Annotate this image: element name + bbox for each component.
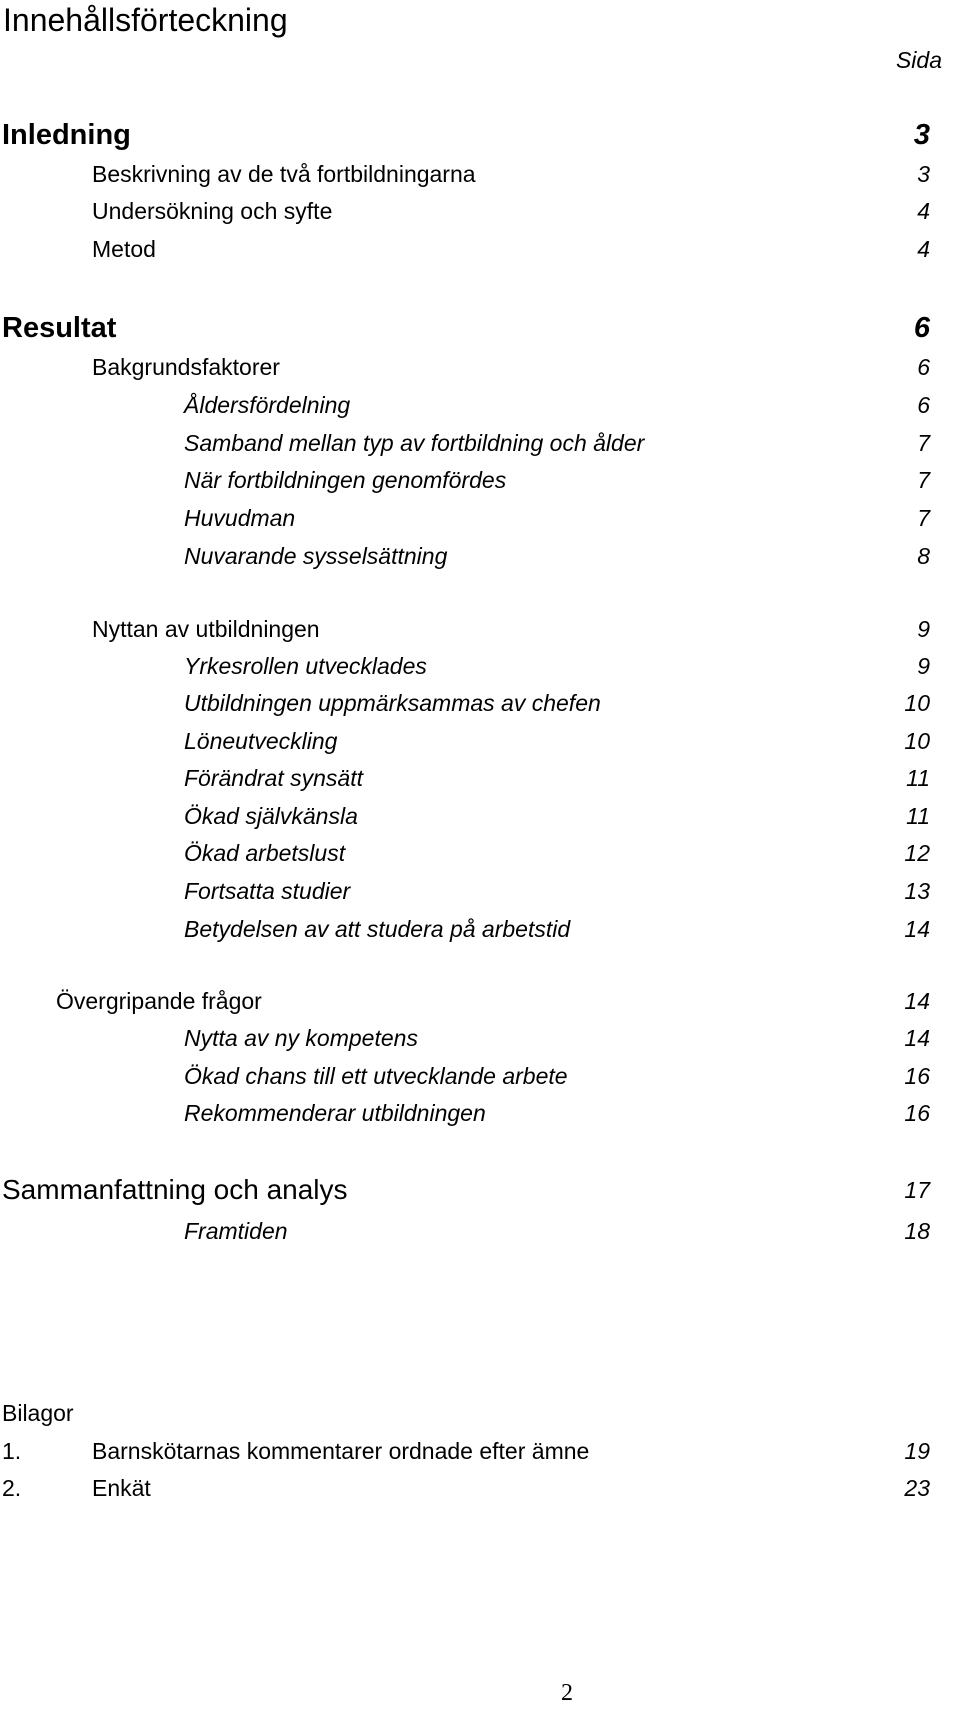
appendix-entry-page: 19 (904, 1438, 930, 1464)
toc-entry-page: 17 (904, 1177, 930, 1203)
toc-entry-label: Betydelsen av att studera på arbetstid (184, 916, 571, 942)
toc-entry-label: Ökad självkänsla (184, 803, 358, 829)
toc-entry (0, 200, 930, 230)
appendix-entry-label: Enkät (92, 1475, 151, 1501)
toc-entry (0, 1176, 930, 1206)
toc-entry-page: 14 (904, 1025, 930, 1051)
toc-entry-label: Resultat (2, 312, 117, 344)
toc-entry-label: Ökad arbetslust (184, 840, 346, 866)
toc-entry-page: 14 (904, 988, 930, 1014)
toc-entry (0, 1027, 930, 1057)
toc-entry (0, 692, 930, 722)
toc-entry-label: Inledning (2, 119, 131, 151)
toc-entry-page: 7 (917, 467, 930, 493)
toc-entry-page: 16 (904, 1063, 930, 1089)
appendix-entry (0, 1440, 930, 1470)
toc-entry-page: 11 (906, 765, 930, 791)
toc-entry-page: 4 (917, 236, 930, 262)
toc-entry-label: Undersökning och syfte (92, 198, 333, 224)
toc-entry (0, 507, 930, 537)
toc-entry-page: 9 (917, 616, 930, 642)
toc-entry (0, 990, 930, 1020)
toc-entry (0, 1102, 930, 1132)
toc-entry-label: Rekommenderar utbildningen (184, 1100, 486, 1126)
toc-entry-page: 3 (917, 161, 930, 187)
appendix-entry-number: 2. (2, 1475, 22, 1501)
toc-entry-label: Löneutveckling (184, 728, 338, 754)
toc-entry-label: Förändrat synsätt (184, 765, 363, 791)
toc-entry-label: Samband mellan typ av fortbildning och ålder (184, 430, 645, 456)
appendix-entry-page: 23 (904, 1475, 930, 1501)
page-number: 2 (561, 1680, 573, 1706)
toc-entry-label: Fortsatta studier (184, 878, 351, 904)
toc-entry (0, 163, 930, 193)
toc-entry (0, 918, 930, 948)
toc-entry-label: Nyttan av utbildningen (92, 616, 320, 642)
toc-entry-page: 10 (904, 728, 930, 754)
appendix-entry (0, 1477, 930, 1507)
toc-entry (0, 767, 930, 797)
toc-entry (0, 314, 930, 344)
toc-entry (0, 805, 930, 835)
toc-entry (0, 842, 930, 872)
appendix-entry-label: Barnskötarnas kommentarer ordnade efter ämne (92, 1438, 590, 1464)
toc-entry-page: 3 (913, 119, 930, 151)
toc-entry (0, 469, 930, 499)
appendix-entry-number: 1. (2, 1438, 22, 1464)
toc-entry-page: 14 (904, 916, 930, 942)
toc-entry-page: 7 (917, 505, 930, 531)
toc-entry-label: Metod (92, 236, 156, 262)
toc-entry-page: 16 (904, 1100, 930, 1126)
toc-entry-label: Nuvarande sysselsättning (184, 543, 448, 569)
toc-entry (0, 730, 930, 760)
toc-entry-label: Nytta av ny kompetens (184, 1025, 418, 1051)
toc-entry-label: Ökad chans till ett utvecklande arbete (184, 1063, 568, 1089)
toc-entry (0, 1220, 930, 1250)
toc-entry-page: 9 (917, 653, 930, 679)
toc-entry-label: Huvudman (184, 505, 296, 531)
toc-entry-page: 11 (906, 803, 930, 829)
toc-entry (0, 655, 930, 685)
toc-entry-page: 4 (917, 198, 930, 224)
toc-entry (0, 880, 930, 910)
toc-entry-label: När fortbildningen genomfördes (184, 467, 507, 493)
toc-entry (0, 618, 930, 648)
toc-entry-page: 12 (904, 840, 930, 866)
page-column-header: Sida (895, 47, 942, 73)
toc-entry-page: 7 (917, 430, 930, 456)
toc-entry-label: Beskrivning av de två fortbildningarna (92, 161, 476, 187)
toc-entry-page: 6 (917, 354, 930, 380)
toc-entry-page: 6 (917, 392, 930, 418)
toc-entry (0, 394, 930, 424)
toc-title: Innehållsförteckning (3, 2, 288, 38)
toc-entry-page: 18 (904, 1218, 930, 1244)
toc-entry (0, 121, 930, 151)
toc-entry (0, 432, 930, 462)
toc-entry-label: Bakgrundsfaktorer (92, 354, 280, 380)
toc-entry (0, 1065, 930, 1095)
toc-entry-label: Sammanfattning och analys (2, 1174, 348, 1205)
toc-entry-page: 8 (917, 543, 930, 569)
toc-entry-label: Åldersfördelning (184, 392, 351, 418)
toc-entry-page: 13 (904, 878, 930, 904)
toc-entry (0, 356, 930, 386)
toc-entry-label: Utbildningen uppmärksammas av chefen (184, 690, 601, 716)
toc-entry-label: Framtiden (184, 1218, 288, 1244)
appendix-heading: Bilagor (2, 1400, 74, 1426)
toc-entry (0, 238, 930, 268)
toc-entry-label: Yrkesrollen utvecklades (184, 653, 427, 679)
toc-entry-page: 10 (904, 690, 930, 716)
toc-entry (0, 545, 930, 575)
toc-entry-page: 6 (913, 312, 930, 344)
toc-entry-label: Övergripande frågor (56, 988, 262, 1014)
